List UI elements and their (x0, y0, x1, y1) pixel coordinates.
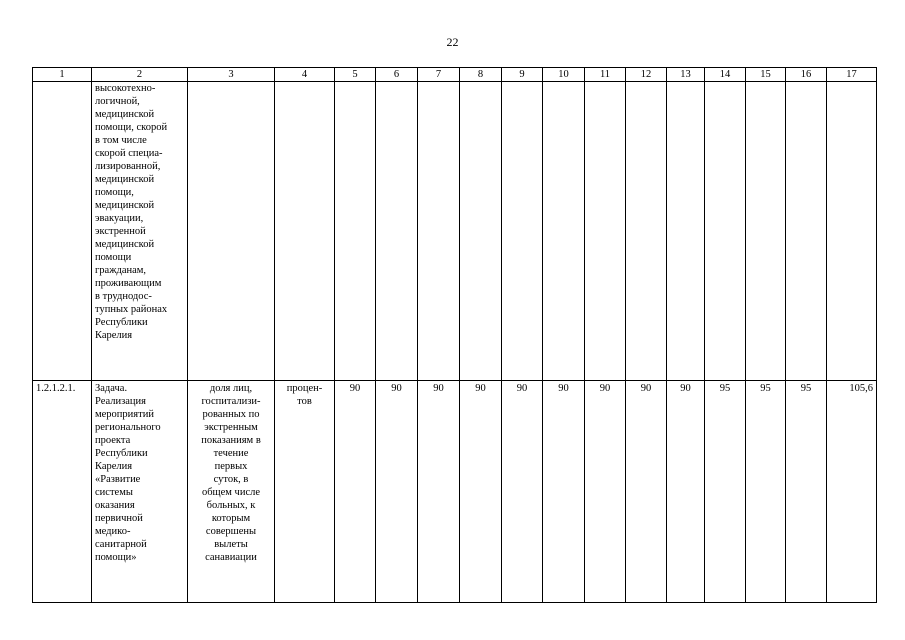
value-cell (460, 82, 502, 381)
column-header-13: 13 (667, 68, 705, 82)
header-row (33, 68, 877, 82)
column-header-8: 8 (460, 68, 502, 82)
column-header-14: 14 (705, 68, 746, 82)
column-header-4: 4 (275, 68, 335, 82)
row-indicator: доля лиц, госпитализи- рованных по экстренным показаниям в течение первых суток, в общем числе больных, к которым совершены вылеты санавиации (188, 381, 275, 603)
value-cell (585, 82, 626, 381)
value-cell: 90 (502, 381, 543, 603)
value-cell: 95 (705, 381, 746, 603)
data-table (32, 67, 877, 603)
value-cell: 90 (335, 381, 376, 603)
value-cell (335, 82, 376, 381)
page-number: 22 (446, 35, 459, 49)
row-indicator (188, 82, 275, 381)
column-header-12: 12 (626, 68, 667, 82)
column-header-11: 11 (585, 68, 626, 82)
value-cell (705, 82, 746, 381)
column-header-3: 3 (188, 68, 275, 82)
value-cell (746, 82, 786, 381)
value-cell (502, 82, 543, 381)
column-header-15: 15 (746, 68, 786, 82)
value-cell: 90 (460, 381, 502, 603)
row-title: Задача. Реализация мероприятий регионального проекта Республики Карелия «Развитие системы оказания первичной медико- санитарной помощи» (92, 381, 188, 603)
value-cell (543, 82, 585, 381)
value-cell (786, 82, 827, 381)
value-cell (827, 82, 877, 381)
column-header-10: 10 (543, 68, 585, 82)
value-cell: 95 (786, 381, 827, 603)
value-cell: 90 (543, 381, 585, 603)
value-cell (376, 82, 418, 381)
row-unit (275, 82, 335, 381)
column-header-16: 16 (786, 68, 827, 82)
table-row (33, 82, 877, 381)
value-cell: 105,6 (827, 381, 877, 603)
value-cell: 95 (746, 381, 786, 603)
row-code: 1.2.1.2.1. (33, 381, 92, 603)
row-unit: процен- тов (275, 381, 335, 603)
row-title: высокотехно- логичной, медицинской помощи, скорой в том числе скорой специа- лизированной, медицинской помощи, медицинской эвакуации, экстренной медицинской помощи гражданам, проживающим в труднодос- тупных районах Республики Карелия (92, 82, 188, 381)
value-cell: 90 (667, 381, 705, 603)
value-cell: 90 (418, 381, 460, 603)
value-cell (418, 82, 460, 381)
value-cell (667, 82, 705, 381)
table-row (33, 381, 877, 603)
row-code (33, 82, 92, 381)
column-header-2: 2 (92, 68, 188, 82)
column-header-6: 6 (376, 68, 418, 82)
value-cell: 90 (626, 381, 667, 603)
column-header-1: 1 (33, 68, 92, 82)
value-cell: 90 (585, 381, 626, 603)
value-cell (626, 82, 667, 381)
column-header-7: 7 (418, 68, 460, 82)
column-header-5: 5 (335, 68, 376, 82)
column-header-17: 17 (827, 68, 877, 82)
value-cell: 90 (376, 381, 418, 603)
column-header-9: 9 (502, 68, 543, 82)
